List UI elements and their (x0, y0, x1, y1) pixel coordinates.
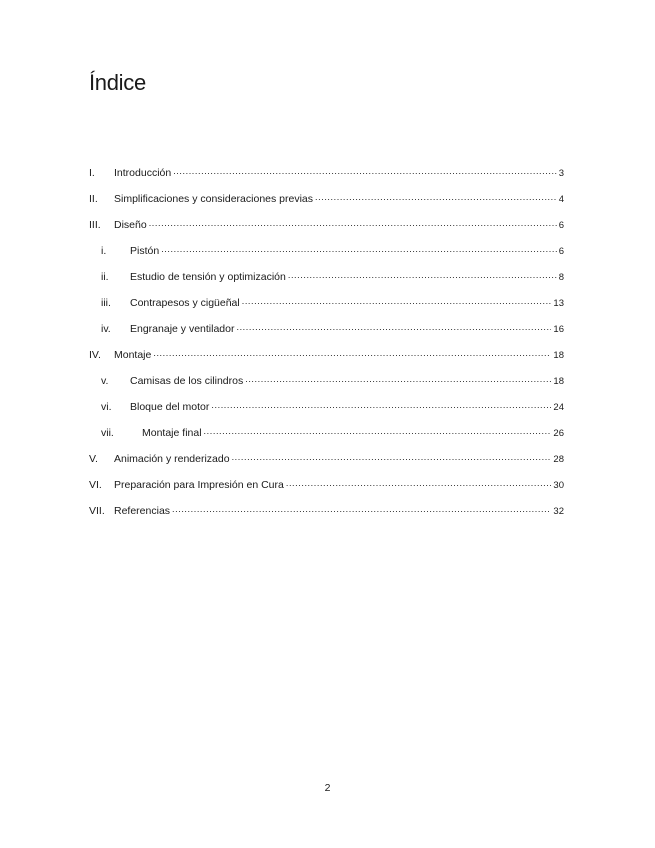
toc-dot-leader (236, 323, 551, 335)
toc-entry-title: Referencias (114, 505, 171, 517)
toc-entry-page: 18 (553, 375, 564, 387)
page-number: 2 (324, 782, 331, 794)
toc-dot-leader (172, 505, 551, 517)
toc-entry-page: 3 (558, 167, 564, 179)
toc-entry-number: II. (89, 193, 98, 205)
toc-dot-leader (242, 297, 552, 309)
toc-entry-title: Contrapesos y cigüeñal (130, 297, 240, 309)
toc-entry-page: 8 (558, 271, 564, 283)
toc-entry-page: 24 (553, 401, 564, 413)
toc-dot-leader (286, 479, 552, 491)
toc-entry-page: 16 (553, 323, 564, 335)
toc-entry-camisas[interactable] (89, 368, 564, 394)
page-title: Índice (89, 70, 146, 95)
toc-entry-bloque-motor[interactable] (89, 394, 564, 420)
toc-entry-number: III. (89, 219, 101, 231)
toc-entry-page: 18 (553, 349, 564, 361)
toc-dot-leader (288, 271, 557, 283)
toc-entry-page: 13 (553, 297, 564, 309)
toc-entry-number: vii. (101, 427, 114, 439)
toc-entry-number: V. (89, 453, 98, 465)
toc-entry-diseno[interactable] (89, 212, 564, 238)
toc-dot-leader (211, 401, 551, 413)
table-of-contents (89, 160, 564, 524)
toc-entry-number: v. (101, 375, 109, 387)
toc-entry-referencias[interactable] (89, 498, 564, 524)
toc-entry-title: Camisas de los cilindros (130, 375, 244, 387)
toc-entry-title: Bloque del motor (130, 401, 210, 413)
toc-entry-page: 30 (553, 479, 564, 491)
toc-entry-title: Preparación para Impresión en Cura (114, 479, 284, 491)
toc-entry-engranaje[interactable] (89, 316, 564, 342)
toc-entry-title: Diseño (114, 219, 147, 231)
toc-entry-title: Simplificaciones y consideraciones previas (114, 193, 314, 205)
toc-entry-title: Engranaje y ventilador (130, 323, 235, 335)
toc-entry-introduccion[interactable] (89, 160, 564, 186)
toc-entry-contrapesos[interactable] (89, 290, 564, 316)
toc-entry-simplificaciones[interactable] (89, 186, 564, 212)
toc-dot-leader (173, 167, 557, 179)
toc-entry-page: 6 (558, 245, 564, 257)
toc-entry-montaje-final[interactable] (89, 420, 564, 446)
toc-entry-title: Estudio de tensión y optimización (130, 271, 286, 283)
toc-entry-animacion[interactable] (89, 446, 564, 472)
toc-entry-estudio-tension[interactable] (89, 264, 564, 290)
toc-entry-page: 4 (558, 193, 564, 205)
toc-entry-page: 6 (558, 219, 564, 231)
toc-entry-number: vi. (101, 401, 112, 413)
toc-dot-leader (232, 453, 552, 465)
toc-dot-leader (149, 219, 557, 231)
toc-entry-number: iii. (101, 297, 111, 309)
toc-dot-leader (153, 349, 551, 361)
toc-entry-page: 28 (553, 453, 564, 465)
toc-entry-title: Montaje final (142, 427, 202, 439)
toc-entry-number: iv. (101, 323, 111, 335)
toc-entry-page: 26 (553, 427, 564, 439)
toc-entry-number: I. (89, 167, 95, 179)
toc-entry-title: Animación y renderizado (114, 453, 230, 465)
toc-entry-preparacion[interactable] (89, 472, 564, 498)
toc-entry-title: Montaje (114, 349, 152, 361)
toc-dot-leader (204, 427, 552, 439)
toc-entry-number: i. (101, 245, 107, 257)
toc-dot-leader (245, 375, 551, 387)
toc-entry-number: VI. (89, 479, 102, 491)
toc-entry-page: 32 (553, 505, 564, 517)
toc-entry-piston[interactable] (89, 238, 564, 264)
toc-entry-montaje[interactable] (89, 342, 564, 368)
toc-entry-title: Introducción (114, 167, 172, 179)
toc-dot-leader (161, 245, 557, 257)
toc-entry-number: VII. (89, 505, 105, 517)
toc-entry-title: Pistón (130, 245, 160, 257)
toc-dot-leader (315, 193, 557, 205)
toc-entry-number: IV. (89, 349, 101, 361)
toc-entry-number: ii. (101, 271, 109, 283)
